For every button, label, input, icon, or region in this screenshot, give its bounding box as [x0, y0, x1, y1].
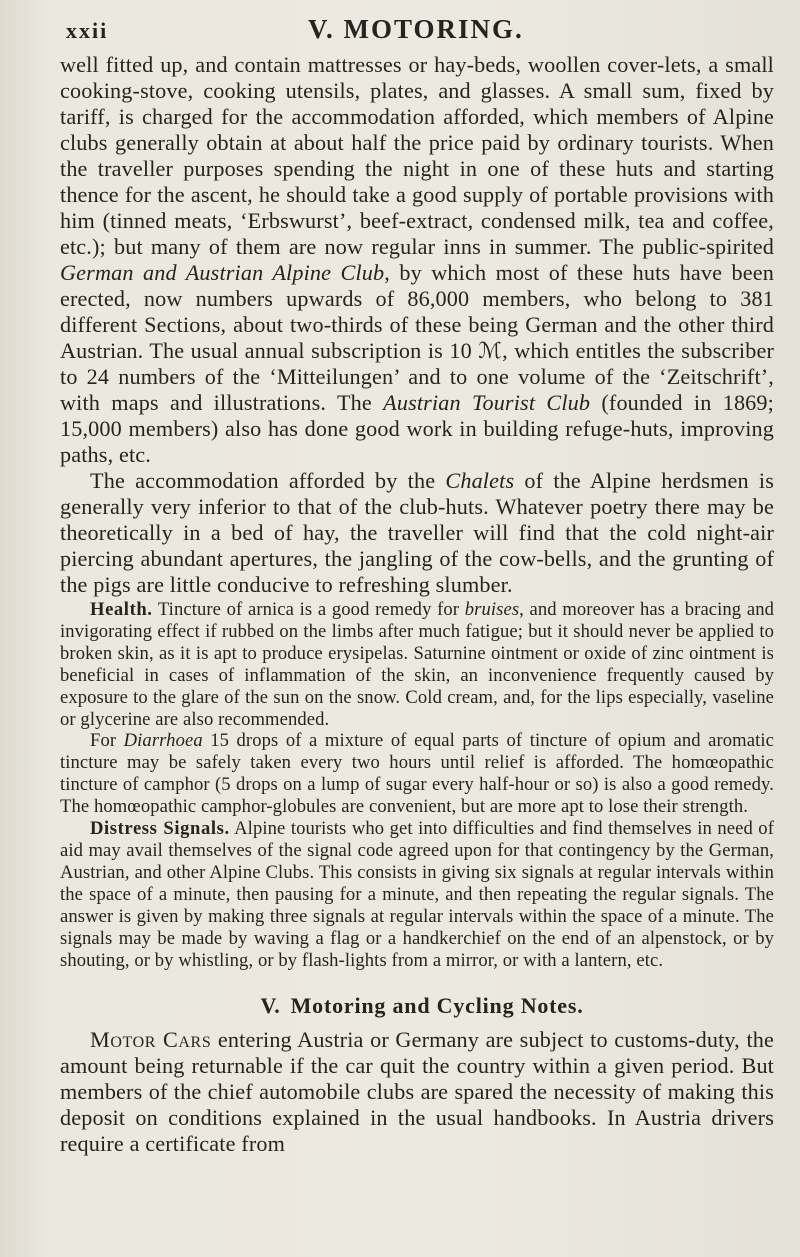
health-heading: Health. [90, 599, 153, 620]
club-name: German and Austrian Alpine Club [60, 260, 385, 285]
huts-paragraph: well fitted up, and contain mattresses or hay-beds, woollen cover-lets, a small cooking-stove, cooking utensils, plates, and glasses. A small sum, fixed by tariff, is charged for the accommodation afforded, which members of Alpine clubs generally obtain at about half the price paid by ordinary tourists. When the traveller purposes spending the night in one of these huts and starting thence for the ascent, he should take a good supply of portable provisions with him (tinned meats, ‘Erbswurst’, beef-extract, condensed milk, tea and coffee, etc.); but many of them are now regular inns in summer. The public-spirited German and Austrian Alpine Club, by which most of these huts have been erected, now numbers upwards of 86,000 members, who belong to 381 different Sections, about two-thirds of these being German and the other third Austrian. The usual annual subscription is 10 ℳ, which entitles the subscriber to 24 numbers of the ‘Mitteilungen’ and to one volume of the ‘Zeitschrift’, with maps and illustrations. The Austrian Tourist Club (founded in 1869; 15,000 members) also has done good work in building refuge-huts, improving paths, etc. [60, 52, 774, 467]
section-numeral: V. [260, 993, 281, 1019]
chalets-paragraph: The accommodation afforded by the Chalets of the Alpine herdsmen is generally very inferior to that of the club-huts. Whatever poetry there may be theoretically in a bed of hay, the traveller will find that the cold night-air piercing abundant apertures, the jangling of the cow-bells, and the grunting of the pigs are little conducive to refreshing slumber. [60, 468, 774, 597]
diarrhoea-paragraph: For Diarrhoea 15 drops of a mixture of equal parts of tincture of opium and aromatic tincture may be safely taken every two hours until relief is afforded. The homœopathic tincture of camphor (5 drops on a lump of sugar every half-hour or so) is also a good remedy. The homœopathic camphor-globules are convenient, but are more apt to lose their strength. [60, 730, 774, 818]
chalets-term: Chalets [445, 468, 515, 493]
motoring-section [60, 1027, 774, 1157]
distress-paragraph: Distress Signals. Alpine tourists who get into difficulties and find themselves in need of aid may avail themselves of the signal code agreed upon for that contingency by the German, Austrian, and other Alpine Clubs. This consists in giving six signals at regular intervals within the space of a minute, then pausing for a minute, and then repeating the regular signals. The answer is given by making three signals at regular intervals within the space of a minute. The signals may be made by waving a flag or a handkerchief on the end of an alpenstock, or by shouting, or by whistling, or by flash-lights from a mirror, or with a lantern, etc. [60, 818, 774, 971]
motor-paragraph: Motor Cars entering Austria or Germany are subject to customs-duty, the amount being returnable if the car quit the country within a given period. But members of the chief automobile clubs are spared the necessity of making this deposit on conditions explained in the usual handbooks. In Austria drivers require a certificate from [60, 1027, 775, 1157]
motor-cars-heading: Motor Cars [90, 1027, 212, 1053]
running-title: V. MOTORING. [308, 14, 524, 44]
health-paragraph: Health. Tincture of arnica is a good remedy for bruises, and moreover has a bracing and invigorating effect if rubbed on the limbs after much fatigue; but it should never be applied to broken skin, as it is apt to produce erysipelas. Saturnine ointment or oxide of zinc ointment is beneficial in cases of inflammation of the skin, an inconvenience frequently caused by exposure to the glare of the sun on the snow. Cold cream, and, for the lips especially, vaseline or glycerine are also recommended. [60, 599, 774, 730]
section-heading [60, 993, 774, 1019]
diarrhoea-term: Diarrhoea [123, 730, 203, 752]
distress-heading: Distress Signals. [90, 818, 230, 840]
bruises-term: bruises [464, 599, 520, 620]
tourist-club-name: Austrian Tourist Club [383, 390, 591, 415]
section-title: Motoring and Cycling Notes. [290, 993, 584, 1019]
page-number: xxii [66, 18, 109, 43]
running-head [60, 10, 774, 52]
huts-section [60, 52, 774, 598]
health-section [60, 599, 774, 971]
